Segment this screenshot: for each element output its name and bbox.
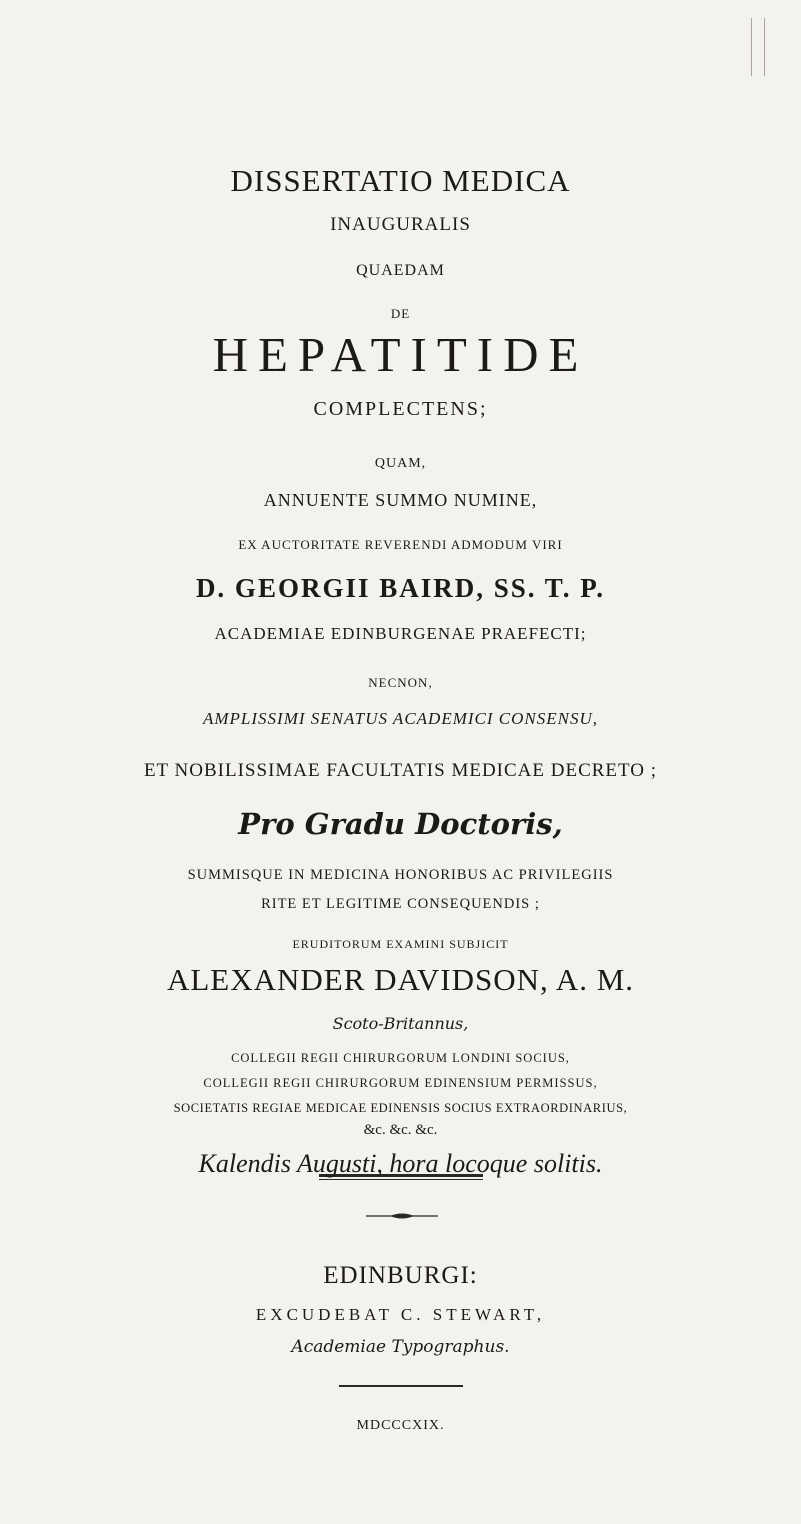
date-line: MDCCCXIX.: [356, 1418, 445, 1433]
dissertation-heading: DISSERTATIO MEDICA: [230, 163, 571, 198]
complectens-line: COMPLECTENS;: [313, 398, 488, 420]
inauguralis-line: INAUGURALIS: [330, 214, 471, 235]
excudebat-line: EXCUDEBAT C. STEWART,: [255, 1305, 546, 1324]
edinburgi-line: EDINBURGI:: [323, 1262, 478, 1289]
subject-title: HEPATITIDE: [212, 327, 589, 382]
etc-line: &c. &c. &c.: [363, 1122, 438, 1138]
rite-line: RITE ET LEGITIME CONSEQUENDIS ;: [261, 896, 540, 912]
rector-name: D. GEORGII BAIRD, SS. T. P.: [195, 573, 606, 603]
amplissimi-line: AMPLISSIMI SENATUS ACADEMICI CONSENSU,: [203, 709, 598, 728]
collegii-edinensium-line: COLLEGII REGII CHIRURGORUM EDINENSIUM PERMISSUS,: [203, 1076, 598, 1090]
eruditorum-line: ERUDITORUM EXAMINI SUBJICIT: [292, 937, 509, 951]
de-line: DE: [390, 306, 411, 321]
double-rule-thin: [319, 1179, 483, 1180]
academiae-line: ACADEMIAE EDINBURGENAE PRAEFECTI;: [214, 624, 587, 643]
et-nobilissimae-line: ET NOBILISSIMAE FACULTATIS MEDICAE DECRETO ;: [143, 760, 658, 781]
quaedam-line: QUAEDAM: [356, 262, 445, 279]
societatis-line: SOCIETATIS REGIAE MEDICAE EDINENSIS SOCIUS EXTRAORDINARIUS,: [173, 1101, 628, 1115]
ornament-dash: [364, 1211, 440, 1221]
quam-line: QUAM,: [374, 456, 427, 471]
collegii-londini-line: COLLEGII REGII CHIRURGORUM LONDINI SOCIUS,: [231, 1051, 570, 1065]
bottom-rule: [339, 1385, 463, 1387]
pro-gradu-line: Pro Gradu Doctoris,: [238, 807, 563, 841]
kalendis-line-visible: Kalendis Augusti, hora locoque solitis.: [198, 1149, 603, 1178]
author-name: ALEXANDER DAVIDSON, A. M.: [166, 962, 635, 997]
annuente-line: ANNUENTE SUMMO NUMINE,: [263, 490, 538, 510]
scoto-britannus-line: Scoto-Britannus,: [332, 1014, 469, 1033]
page-edge-mark: [751, 18, 765, 76]
typographus-line: Academiae Typographus.: [291, 1337, 510, 1357]
ex-auctoritate-line: EX AUCTORITATE REVERENDI ADMODUM VIRI: [238, 537, 563, 552]
necnon-line: NECNON,: [368, 675, 433, 690]
summisque-line: SUMMISQUE IN MEDICINA HONORIBUS AC PRIVILEGIIS: [187, 867, 614, 883]
